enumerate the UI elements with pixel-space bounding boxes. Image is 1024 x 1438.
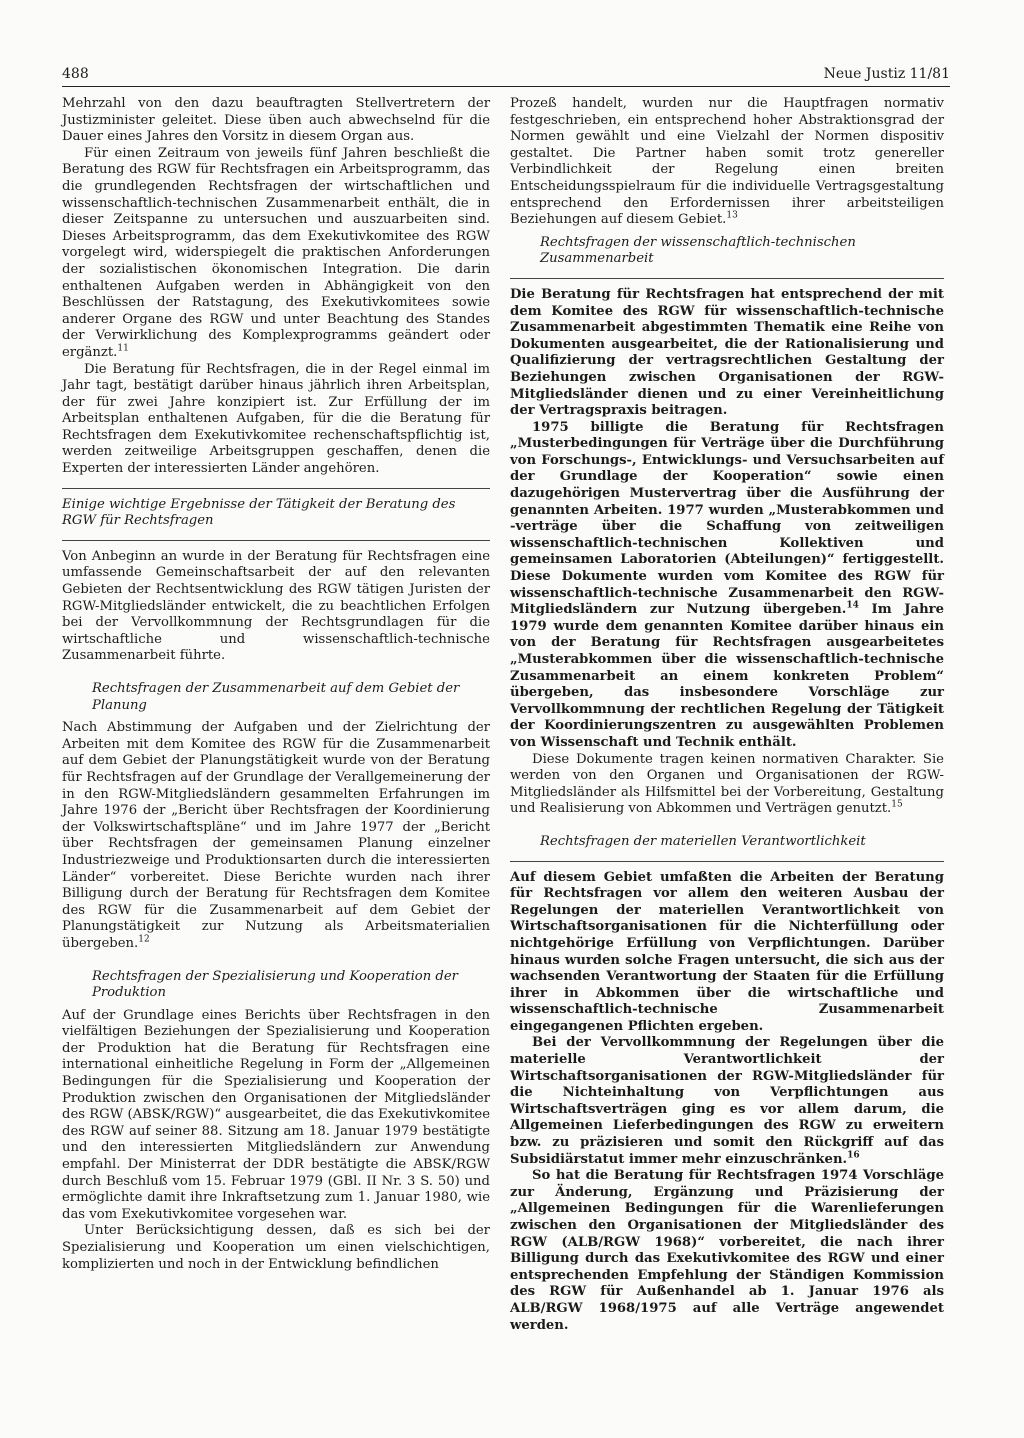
section-divider bbox=[62, 488, 490, 489]
journal-issue: Neue Justiz 11/81 bbox=[823, 66, 950, 82]
paragraph bbox=[62, 720, 490, 952]
paragraph bbox=[510, 96, 944, 229]
paragraph: Auf der Grundlage eines Berichts über Rechtsfragen in den vielfältigen Beziehungen der Spezialisierung und Kooperation der Produktion hat die Beratung für Rechtsfragen eine international einheitliche Regelung in Form der „Allgemeinen Bedingungen für die Spezialisierung und Kooperation der Produktion zwischen den Organisationen der Mitgliedsländer des RGW (ABSK/RGW)“ ausgearbeitet, die das Exekutivkomitee des RGW auf seiner 88. Sitzung am 18. Januar 1979 bestätigte und den interessierten Mitgliedsländern zur Anwendung empfahl. Der Ministerrat der DDR bestätigte die ABSK/RGW durch Beschluß vom 15. Februar 1979 (GBl. II Nr. 3 S. 50) und ermöglichte damit ihre Inkraftsetzung zum 1. Januar 1980, wie das vom Exekutivkomitee vorgesehen war. bbox=[62, 1007, 490, 1222]
paragraph bbox=[510, 752, 944, 818]
paragraph-text: 1975 billigte die Beratung für Rechtsfragen „Musterbedingungen für Verträge über die Durchführung von Forschungs-, Entwicklungs- und Versuchsarbeiten auf der Grundlage der Kooperation“ sowie einen dazugehörigen Mustervertrag über die Ausführung der genannten Arbeiten. 1977 wurden „Musterabkommen und -verträge über die Schaffung von zeitweiligen wissenschaftlich-technischen Kollektiven und gemeinsamen Laboratorien (Abteilungen)“ fertiggestellt. Diese Dokumente wurden vom Komitee des RGW für wissenschaftlich-technische Zusammenarbeit den RGW-Mitgliedsländern zur Nutzung übergeben. bbox=[510, 419, 944, 618]
paragraph-text: Im Jahre 1979 wurde dem genannten Komitee darüber hinaus ein von der Beratung für Rechtsfragen ausgearbeitetes „Musterabkommen über die wissenschaftlich-technische Zusammenarbeit an einem konkreten Problem“ übergeben, das insbesondere Vorschläge zur Vervollkommnung der rechtlichen Regelung der Tätigkeit der Koordinierungszentren zu ausgewählten Problemen von Wissenschaft und Technik enthält. bbox=[510, 602, 945, 750]
footnote-ref: 15 bbox=[891, 799, 903, 810]
subsection-title: Rechtsfragen der Zusammenarbeit auf dem Gebiet der Planung bbox=[92, 681, 460, 713]
right-column bbox=[510, 96, 944, 1334]
paragraph-text: Prozeß handelt, wurden nur die Hauptfragen normativ festgeschrieben, ein entsprechend hoher Abstraktionsgrad der Normen gewählt und eine Vielzahl der Normen dispositiv gestaltet. Die Partner haben somit trotz genereller Verbindlichkeit der Regelung einen breiten Entscheidungsspielraum für die individuelle Vertragsgestaltung entsprechend den Erfordernissen ihrer arbeitsteiligen Beziehungen auf diesem Gebiet. bbox=[510, 96, 944, 228]
footnote-ref: 16 bbox=[847, 1150, 860, 1161]
paragraph bbox=[510, 420, 944, 752]
paragraph: Die Beratung für Rechtsfragen hat entsprechend der mit dem Komitee des RGW für wissenschaftlich-technische Zusammenarbeit abgestimmten Thematik eine Reihe von Dokumenten ausgearbeitet, die der Rationalisierung und Qualifizierung der vertragsrechtlichen Gestaltung der Beziehungen zwischen Organisationen der RGW-Mitgliedsländer dienen und zu einer Vereinheitlichung der Vertragspraxis beitragen. bbox=[510, 286, 944, 419]
paragraph: Auf diesem Gebiet umfaßten die Arbeiten der Beratung für Rechtsfragen vor allem den weiteren Ausbau der Regelungen der materiellen Verantwortlichkeit von Wirtschaftsorganisationen für die Nichterfüllung oder nichtgehörige Erfüllung von Verpflichtungen. Darüber hinaus wurden solche Fragen untersucht, die sich aus der wachsenden Verantwortung der Staaten für die Erfüllung ihrer in Abkommen über die wirtschaftliche und wissenschaftlich-technische Zusammenarbeit eingegangenen Pflichten ergeben. bbox=[510, 869, 944, 1034]
subsection-title: Rechtsfragen der Spezialisierung und Kooperation der Produktion bbox=[92, 968, 458, 1001]
page-number: 488 bbox=[62, 66, 89, 82]
footnote-ref: 13 bbox=[726, 210, 738, 221]
paragraph bbox=[510, 1035, 944, 1168]
footnote-ref: 14 bbox=[846, 600, 859, 611]
paragraph: Mehrzahl von den dazu beauftragten Stellvertretern der Justizminister geleitet. Diese üben auch abwechselnd für die Dauer eines Jahres den Vorsitz in diesem Organ aus. bbox=[62, 96, 490, 145]
footnote-ref: 12 bbox=[138, 934, 150, 945]
left-column bbox=[62, 96, 490, 1273]
section-divider bbox=[62, 540, 490, 541]
paragraph: Unter Berücksichtigung dessen, daß es sich bei der Spezialisierung und Kooperation um einen vielschichtigen, komplizierten und noch in der Entwicklung befindlichen bbox=[62, 1223, 490, 1272]
paragraph bbox=[62, 146, 490, 362]
section-divider bbox=[510, 278, 944, 279]
page-header bbox=[62, 66, 950, 87]
subsection-title: Rechtsfragen der wissenschaftlich-technischen Zusammenarbeit bbox=[540, 234, 856, 267]
paragraph: So hat die Beratung für Rechtsfragen 1974 Vorschläge zur Änderung, Ergänzung und Präzisierung der „Allgemeinen Bedingungen für die Warenlieferungen zwischen den Organisationen der Mitgliedsländer des RGW (ALB/RGW 1968)“ vorbereitet, die nach ihrer Billigung durch das Exekutivkomitee des RGW und einer entsprechenden Empfehlung der Ständigen Kommission des RGW für Außenhandel ab 1. Januar 1976 als ALB/RGW 1968/1975 auf alle Verträge angewendet werden. bbox=[510, 1168, 944, 1333]
footnote-ref: 11 bbox=[117, 343, 129, 354]
paragraph: Von Anbeginn an wurde in der Beratung für Rechtsfragen eine umfassende Gemeinschaftsarbeit der auf den relevanten Gebieten der Rechtsentwicklung des RGW tätigen Juristen der RGW-Mitgliedsländer entwickelt, die zu beachtlichen Erfolgen bei der Vervollkommnung der Rechtsgrundlagen für die wirtschaftliche und wissenschaftlich-technische Zusammenarbeit führte. bbox=[62, 548, 490, 664]
paragraph-text: Nach Abstimmung der Aufgaben und der Zielrichtung der Arbeiten mit dem Komitee des RGW für die Zusammenarbeit auf dem Gebiet der Planungstätigkeit wurde von der Beratung für Rechtsfragen auf der Grundlage der Verallgemeinerung der in den RGW-Mitgliedsländern gesammelten Erfahrungen im Jahre 1976 der „Bericht über Rechtsfragen der Koordinierung der Volkswirtschaftspläne“ und im Jahre 1977 der „Bericht über Rechtsfragen der gemeinsamen Planung einzelner Industriezweige und Produktionsarten durch die interessierten Länder“ vorbereitet. Diese Berichte wurden nach ihrer Billigung durch der Beratung für Rechtsfragen dem Komitee des RGW für die Zusammenarbeit auf dem Gebiet der Planungstätigkeit zur Nutzung als Arbeitsmaterialien übergeben. bbox=[62, 720, 490, 951]
paragraph-text: Diese Dokumente tragen keinen normativen Charakter. Sie werden von den Organen und Organisationen der RGW-Mitgliedsländer als Hilfsmittel bei der Vorbereitung, Gestaltung und Realisierung von Abkommen und Verträgen genutzt. bbox=[510, 751, 944, 817]
paragraph-text: Bei der Vervollkommnung der Regelungen über die materielle Verantwortlichkeit der Wirtschaftsorganisationen der RGW-Mitgliedsländer für die Nichteinhaltung von Verpflichtungen aus Wirtschaftsverträgen ging es vor allem darum, die Allgemeinen Lieferbedingungen des RGW zu erweitern bzw. zu präzisieren und somit den Rückgriff auf das Subsidiärstatut immer mehr einzuschränken. bbox=[510, 1035, 944, 1167]
paragraph-text: Für einen Zeitraum von jeweils fünf Jahren beschließt die Beratung des RGW für Rechtsfragen ein Arbeitsprogramm, das die grundlegenden Rechtsfragen der wirtschaftlichen und wissenschaftlich-technischen Zusammenarbeit enthält, die in dieser Zeitspanne zu untersuchen und auszuarbeiten sind. Dieses Arbeitsprogramm, das dem Exekutivkomitee des RGW vorgelegt wird, widerspiegelt die praktischen Anforderungen der sozialistischen ökonomischen Integration. Die darin enthaltenen Aufgaben werden in Abhängigkeit von den Beschlüssen der Ratstagung, des Exekutivkomitees sowie anderer Organe des RGW und unter Beachtung des Standes der Verwirklichung des Komplexprogramms geändert oder ergänzt. bbox=[62, 145, 490, 360]
section-title: Einige wichtige Ergebnisse der Tätigkeit der Beratung des RGW für Rechtsfragen bbox=[62, 496, 456, 529]
subsection-title: Rechtsfragen der materiellen Verantwortlichkeit bbox=[540, 833, 866, 849]
section-divider bbox=[510, 861, 944, 862]
paragraph: Die Beratung für Rechtsfragen, die in der Regel einmal im Jahr tagt, bestätigt darüber hinaus jährlich ihren Arbeitsplan, der für zwei Jahre konzipiert ist. Zur Erfüllung der im Arbeitsplan enthaltenen Aufgaben, für die die Beratung für Rechtsfragen dem Exekutivkomitee rechenschaftspflichtig ist, werden zeitweilige Arbeitsgruppen geschaffen, denen die Experten der interessierten Länder angehören. bbox=[62, 361, 490, 477]
